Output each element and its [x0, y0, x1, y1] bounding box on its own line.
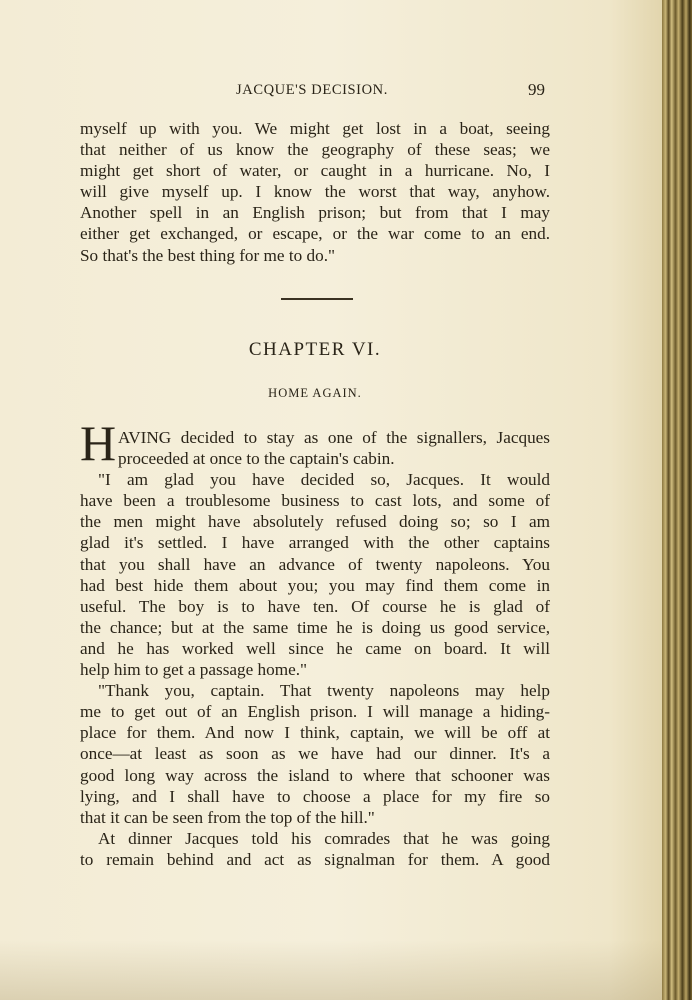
text-line: "I am glad you have decided so, Jacques. It would: [98, 470, 550, 490]
text-line: will give myself up. I know the worst that way, anyhow.: [80, 182, 550, 202]
text-line: and he has worked well since he came on board. It will: [80, 638, 550, 658]
chapter-subtitle: HOME AGAIN.: [268, 386, 362, 400]
chapter-body: [80, 427, 550, 870]
text-line: that you shall have an advance of twenty napoleons. You: [80, 554, 550, 574]
text-line: useful. The boy is to have ten. Of course he is glad of: [80, 596, 550, 616]
section-divider: [281, 298, 353, 300]
text-line: might get short of water, or caught in a hurricane. No, I: [80, 161, 550, 181]
text-line: proceeded at once to the captain's cabin.: [118, 449, 395, 469]
text-line: So that's the best thing for me to do.": [80, 245, 336, 265]
page-number: 99: [528, 80, 545, 99]
text-line: the men might have absolutely refused doing so; so I am: [80, 512, 550, 532]
text-line: me to get out of an English prison. I will manage a hiding-: [80, 702, 550, 722]
text-line: lying, and I shall have to choose a place for my fire so: [80, 786, 550, 806]
text-line: glad it's settled. I have arranged with the other captains: [80, 533, 550, 553]
text-line: once—at least as soon as we have had our dinner. It's a: [80, 744, 550, 764]
text-line: had best hide them about you; you may find them come in: [80, 575, 550, 595]
text-line: good long way across the island to where that schooner was: [80, 765, 550, 785]
text-line: that neither of us know the geography of these seas; we: [80, 140, 550, 160]
text-line: help him to get a passage home.": [80, 660, 308, 680]
chapter-title: CHAPTER VI.: [248, 339, 382, 360]
running-title: JACQUE'S DECISION.: [236, 82, 388, 98]
text-line: have been a troublesome business to cast lots, and some of: [80, 491, 550, 511]
top-paragraph: [80, 118, 550, 266]
text-line: myself up with you. We might get lost in a boat, seeing: [80, 119, 550, 138]
text-line: AVING decided to stay as one of the signallers, Jacques: [118, 428, 550, 447]
text-line: that it can be seen from the top of the hill.": [80, 807, 375, 827]
text-line: the chance; but at the same time he is doing us good service,: [80, 617, 550, 637]
text-line: either get exchanged, or escape, or the war come to an end.: [80, 224, 550, 244]
text-line: to remain behind and act as signalman for them. A good: [80, 849, 550, 869]
text-line: Another spell in an English prison; but from that I may: [80, 203, 550, 223]
text-line: place for them. And now I think, captain, we will be off at: [80, 723, 550, 743]
page-bottom-shadow: [0, 940, 662, 1000]
text-line: "Thank you, captain. That twenty napoleons may help: [98, 681, 550, 701]
book-binding-edge: [662, 0, 692, 1000]
drop-cap: H: [80, 415, 117, 471]
text-line: At dinner Jacques told his comrades that he was going: [98, 828, 550, 848]
